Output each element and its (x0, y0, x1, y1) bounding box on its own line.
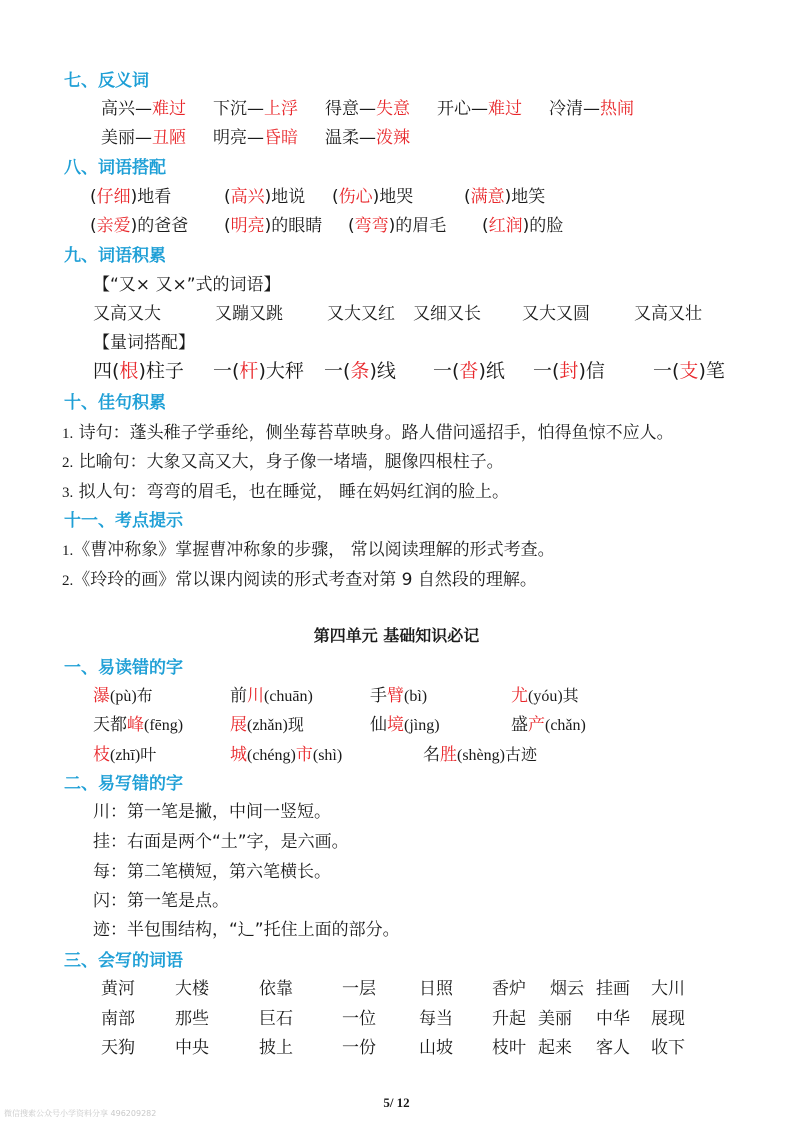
miswritten-item-1: 川：第一笔是撇，中间一竖短。 (93, 802, 331, 822)
miswritten-item-5: 迹：半包围结构，“⻌”托住上面的部分。 (93, 920, 400, 940)
unit-title: 第四单元 基础知识必记 (313, 626, 480, 645)
section-title-exam-tips: 十一、考点提示 (64, 511, 183, 531)
miswritten-item-4: 闪：第一笔是点。 (93, 891, 229, 911)
watermark: 微信搜索公众号小学资料分享 496209282 (4, 1109, 157, 1118)
exam-tip-2: 2.《玲玲的画》常以课内阅读的形式考查对第 9 自然段的理解。 (62, 570, 537, 590)
sentence-item-3: 3. 拟人句：弯弯的眉毛，也在睡觉， 睡在妈妈红润的脸上。 (62, 482, 510, 502)
sentence-item-1: 1. 诗句：蓬头稚子学垂纶，侧坐莓苔草映身。路人借问遥招手，怕得鱼惊不应人。 (62, 423, 674, 443)
section-title-misread-characters: 一、易读错的字 (64, 658, 183, 678)
exam-tip-1: 1.《曹冲称象》掌握曹冲称象的步骤， 常以阅读理解的形式考查。 (62, 540, 555, 560)
miswritten-item-2: 挂：右面是两个“土”字，是六画。 (93, 832, 349, 852)
subheading-measure-words: 【量词搭配】 (93, 333, 195, 353)
section-title-collocation: 八、词语搭配 (64, 158, 166, 178)
page-number: 5/ 12 (383, 1095, 410, 1110)
section-title-good-sentences: 十、佳句积累 (64, 393, 166, 413)
section-title-miswritten-characters: 二、易写错的字 (64, 774, 183, 794)
section-title-writable-words: 三、会写的词语 (64, 951, 183, 971)
document-page: 七、反义词 高兴—难过 下沉—上浮 得意—失意 开心—难过 冷清—热闹 美丽—丑陋 明亮—昏暗 温柔—泼辣 八、词语搭配 (仔细)地看 (高兴)地说 (伤心)地哭 (满意)地笑 (亲爱)的爸爸 (明亮)的眼睛 (弯弯)的眉毛 (红润)的脸 九、词语积累 【“又× 又×”式的词语】 又高又大 又蹦又跳 又大又红 又细又长 又大又圆 又高又壮 【量词搭配】 四(根)柱子 一(杆)大秤 一(条)线 一(沓)纸 一(封)信 一(支)笔 十、佳句积累 1. 诗句：蓬头稚子学垂纶，侧坐莓苔草映身。路人借问遥招手，怕得鱼惊不应人。 2. 比喻句：大象又高又大，身子像一堵墙，腿像四根柱子。 3. 拟人句：弯弯的眉毛，也在睡觉， 睡在妈妈红润的脸上。 十一、考点提示 1.《曹冲称象》掌握曹冲称象的步骤， 常以阅读理解的形式考查。 2.《玲玲的画》常以课内阅读的形式考查对第 9 自然段的理解。 第四单元 基础知识必记 一、易读错的字 瀑(pù)布 前川(chuān) 手臂(bì) 尤(yóu)其 天都峰(fēng) 展(zhǎn)现 仙境(jìng) 盛产(chǎn) 枝(zhī)叶 城(chéng)市(shì) 名胜(shèng)古迹 二、易写错的字 川：第一笔是撇，中间一竖短。 挂：右面是两个“土”字，是六画。 每：第二笔横短，第六笔横长。 闪：第一笔是点。 迹：半包围结构，“⻌”托住上面的部分。 三、会写的词语 黄河 大楼 依靠 一层 日照 香炉 烟云 挂画 大川 南部 那些 巨石 一位 每当 升起 美丽 中华 展现 天狗 中央 披上 一份 山坡 枝叶 起来 客人 收下 5/ 12 微信搜索公众号小学资料分享 496209282 (0, 0, 793, 1122)
sentence-item-2: 2. 比喻句：大象又高又大，身子像一堵墙，腿像四根柱子。 (62, 452, 504, 472)
section-title-vocabulary: 九、词语积累 (64, 246, 166, 266)
subheading-you-x-you-x: 【“又× 又×”式的词语】 (93, 275, 281, 295)
miswritten-item-3: 每：第二笔横短，第六笔横长。 (93, 862, 331, 882)
section-title-antonyms: 七、反义词 (64, 71, 149, 91)
